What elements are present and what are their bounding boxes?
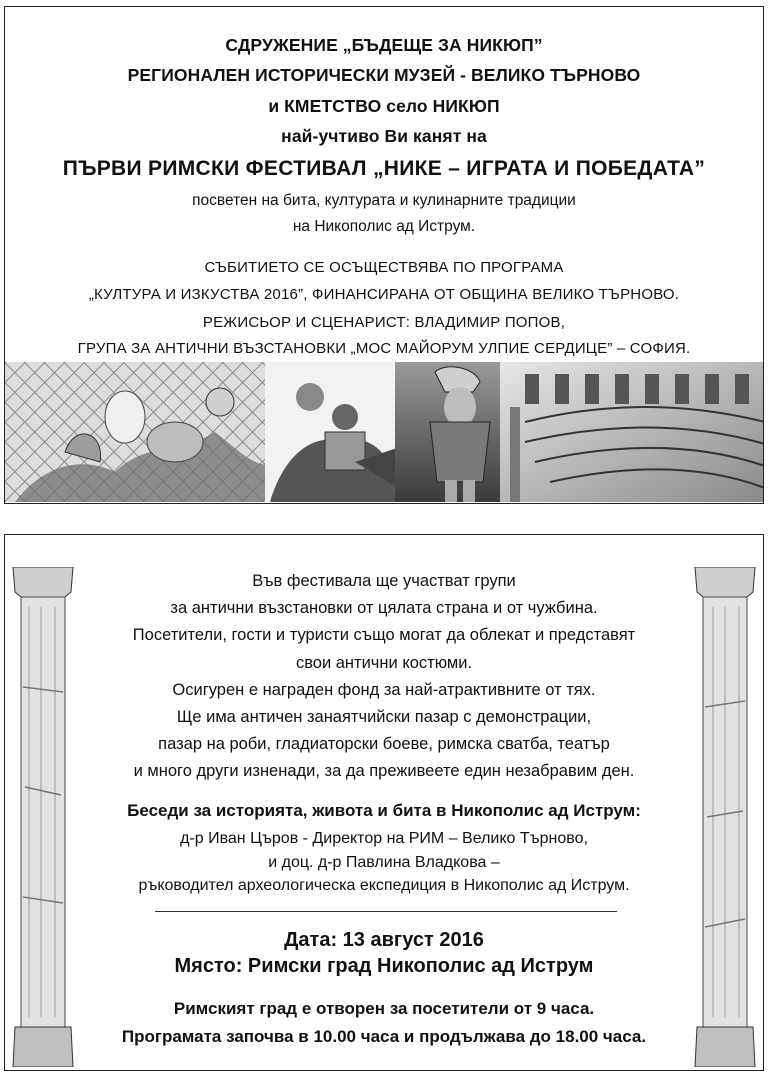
description-line: пазар на роби, гладиаторски боеве, римска сватба, театър [158, 735, 610, 754]
invitation-card [4, 6, 764, 504]
legionaries-image [265, 362, 405, 502]
director-line-2: ГРУПА ЗА АНТИЧНИ ВЪЗСТАНОВКИ „МОС МАЙОРУМ УЛПИЕ СЕРДИЦЕ” – СОФИЯ. [77, 340, 691, 357]
organizer-line-3: и КМЕТСТВО село НИКЮП [268, 96, 500, 116]
organizer-line-2: РЕГИОНАЛЕН ИСТОРИЧЕСКИ МУЗЕЙ - ВЕЛИКО ТЪРНОВО [127, 65, 641, 85]
program-card [4, 534, 764, 1071]
description-line: свои антични костюми. [295, 653, 473, 672]
divider [155, 911, 617, 912]
event-place: Място: Римски град Никополис ад Иструм [174, 955, 594, 977]
program-note-line-1: СЪБИТИЕТО СЕ ОСЪЩЕСТВЯВА ПО ПРОГРАМА [204, 259, 564, 276]
festival-title: ПЪРВИ РИМСКИ ФЕСТИВАЛ „НИКЕ – ИГРАТА И ПОБЕДАТА” [62, 157, 706, 180]
program-note-line-2: „КУЛТУРА И ИЗКУСТВА 2016”, ФИНАНСИРАНА ОТ ОБЩИНА ВЕЛИКО ТЪРНОВО. [88, 286, 680, 303]
description-line: за антични възстановки от цялата страна и от чужбина. [170, 599, 598, 618]
roman-theatre-image [500, 362, 763, 502]
opening-line: Програмата започва в 10.00 часа и продължава до 18.00 часа. [121, 1027, 647, 1046]
description-line: Ще има античен занаятчийски пазар с демонстрации, [176, 708, 592, 727]
opening-line: Римският град е отворен за посетители от 9 часа. [173, 999, 595, 1018]
subtitle-line-1: посветен на бита, културата и кулинарните традиции [192, 192, 576, 209]
description-line: Осигурен е награден фонд за най-атрактивните от тях. [172, 680, 596, 699]
director-line-1: РЕЖИСЬОР И СЦЕНАРИСТ: ВЛАДИМИР ПОПОВ, [202, 314, 566, 331]
lecturer-line: ръководител археологическа експедиция в Никополис ад Иструм. [138, 877, 630, 894]
roman-collage-banner [5, 362, 763, 502]
event-date: Дата: 13 август 2016 [284, 929, 484, 951]
description-line: Посетители, гости и туристи също могат да облекат и представят [132, 626, 636, 645]
mosaic-image [5, 362, 275, 502]
lecturer-line: и доц. д-р Павлина Владкова – [268, 853, 500, 871]
warrior-image [395, 362, 505, 502]
festival-description [5, 568, 763, 786]
lecturer-line: д-р Иван Църов - Директор на РИМ – Велико Търново, [180, 830, 588, 847]
organizer-line-1: СДРУЖЕНИЕ „БЪДЕЩЕ ЗА НИКЮП” [225, 35, 543, 55]
description-line: Във фестивала ще участват групи [252, 572, 516, 590]
opening-hours [5, 995, 763, 1051]
description-line: и много други изненади, за да преживеете един незабравим ден. [133, 762, 635, 781]
subtitle-line-2: на Никополис ад Иструм. [292, 218, 476, 235]
lectures-heading: Беседи за историята, живота и бита в Никополис ад Иструм: [127, 801, 641, 820]
lecturers [5, 827, 763, 898]
invitation-phrase: най-учтиво Ви канят на [281, 126, 487, 146]
